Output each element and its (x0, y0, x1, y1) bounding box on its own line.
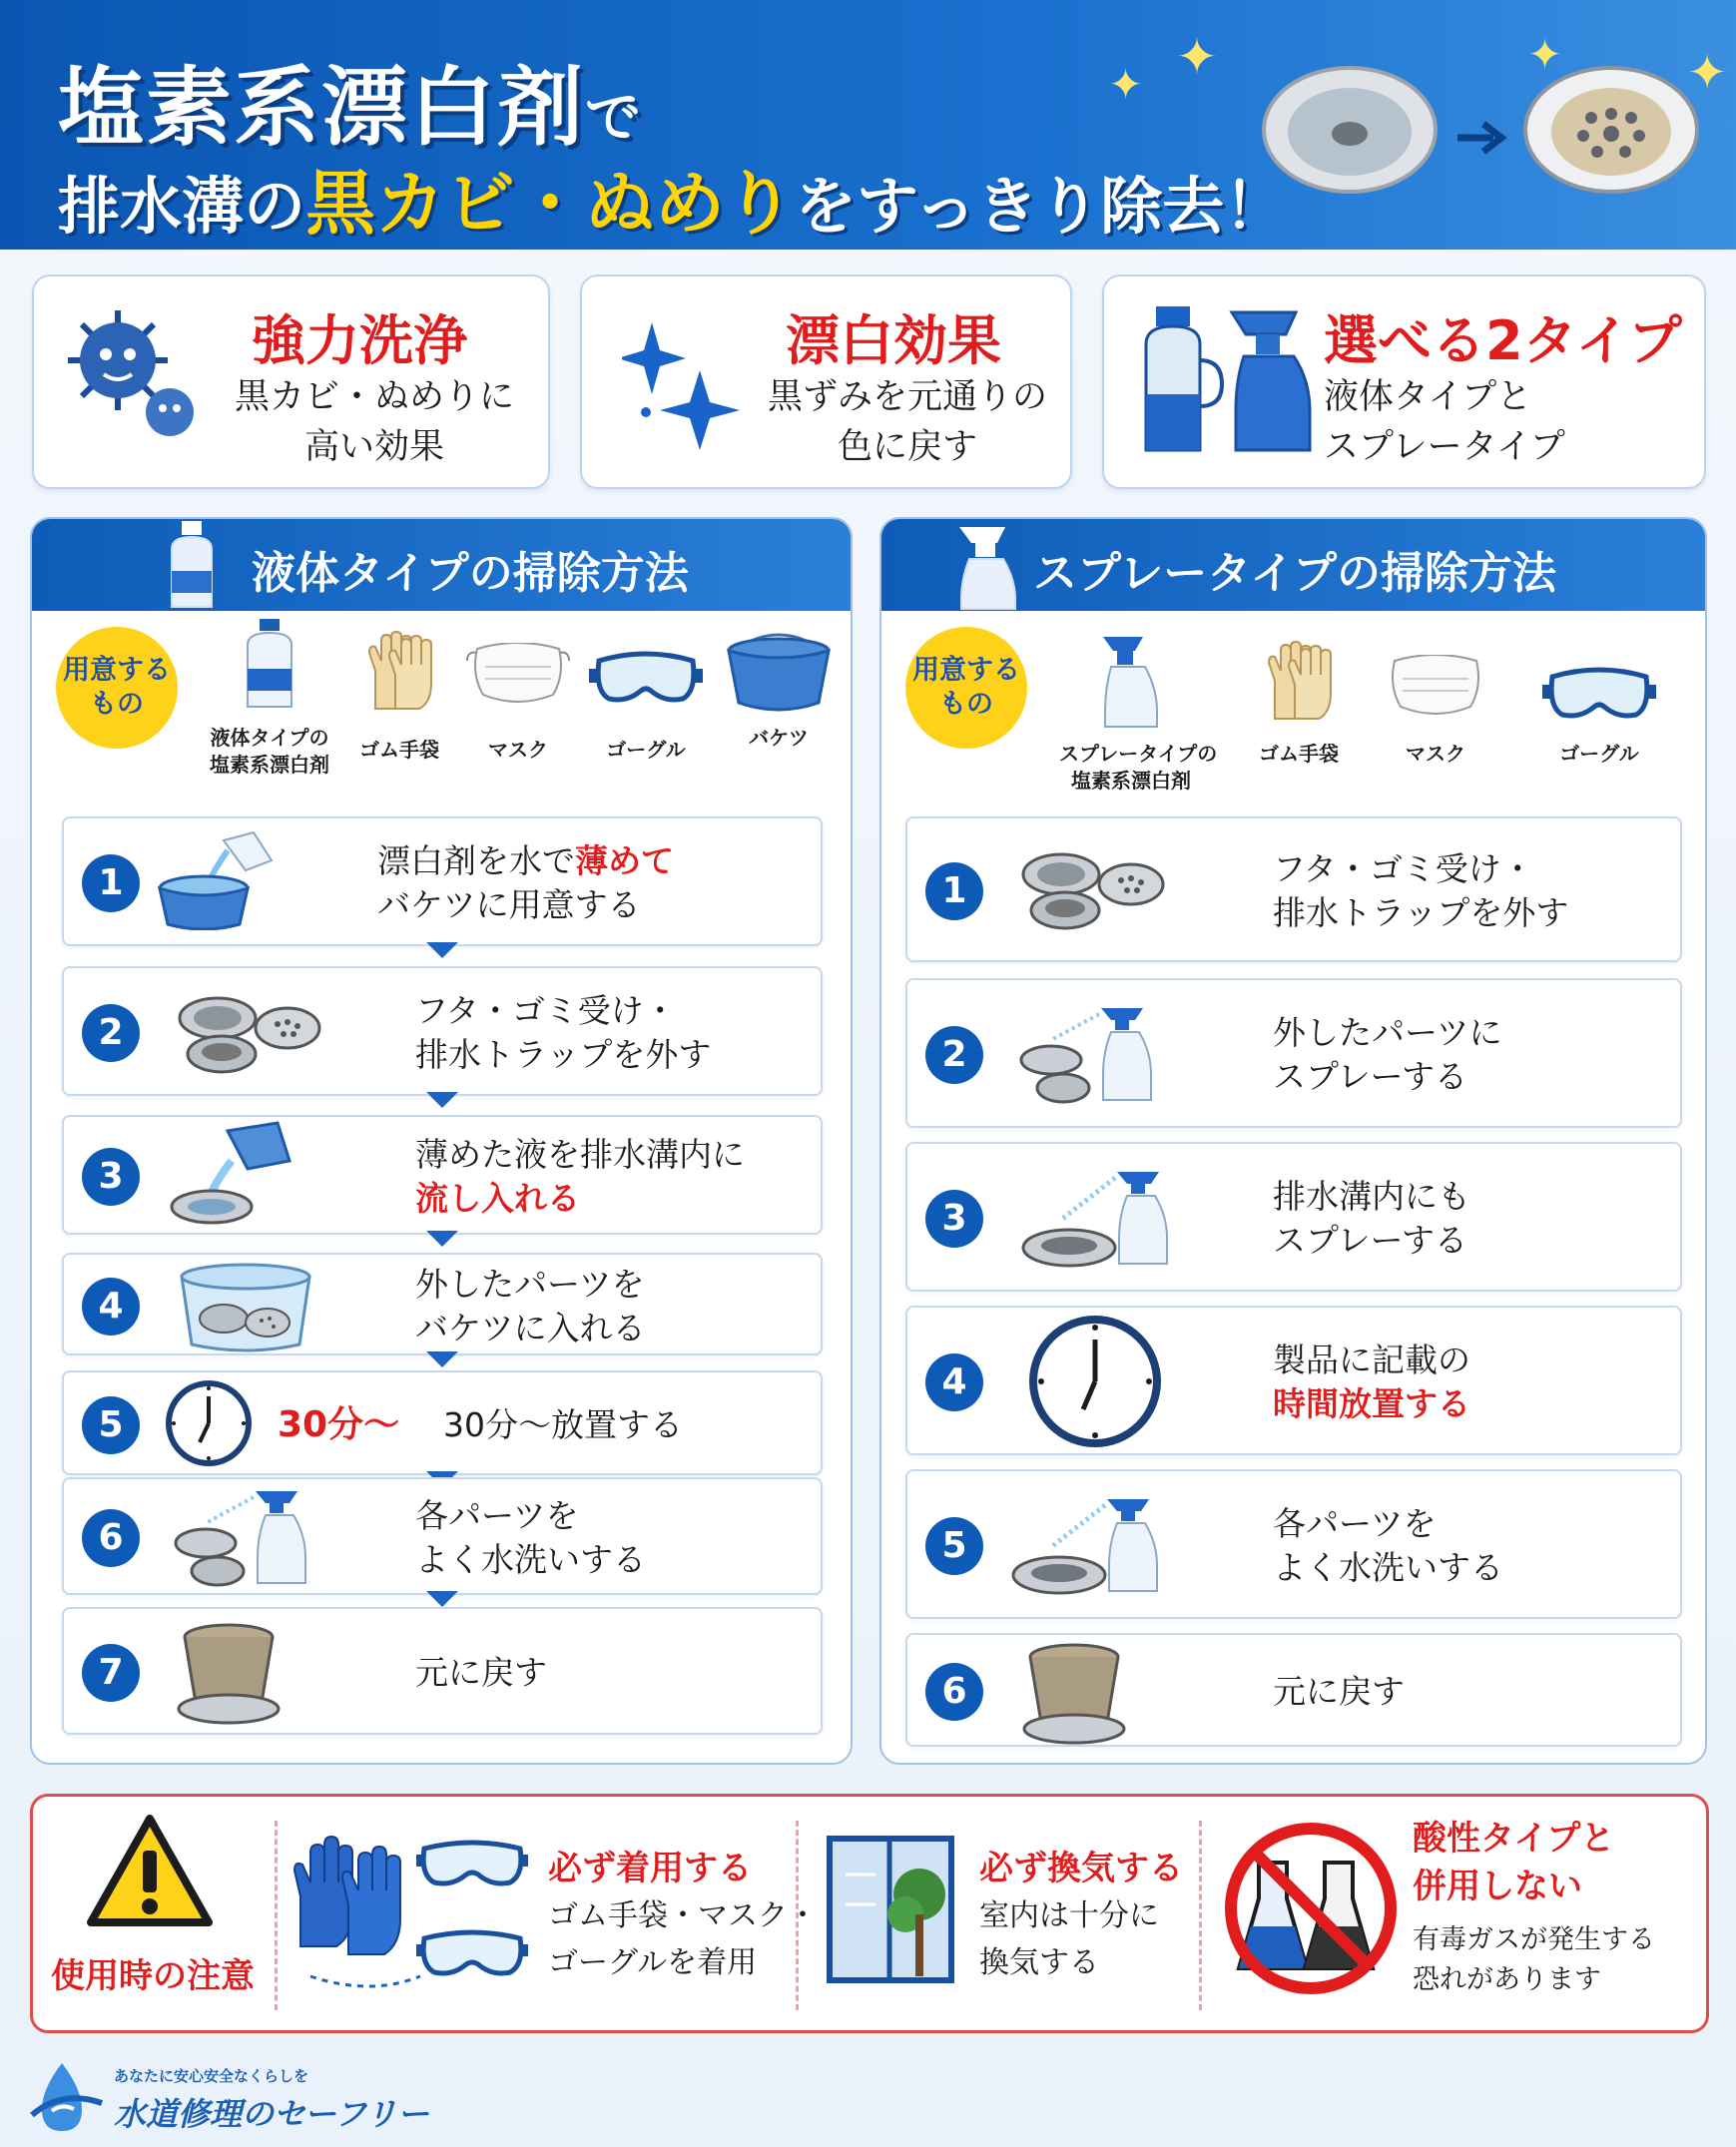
caution-text: 有毒ガスが発生する 恐れがあります (1413, 1924, 1655, 1995)
liquid-method-panel (30, 517, 853, 1765)
caution-label: 使用時の注意 (51, 1956, 255, 1996)
tool-label: バケツ (749, 726, 809, 750)
step-illustration (164, 1378, 254, 1472)
drain-trap-icon (174, 1617, 284, 1727)
main-title: 塩素系漂白剤で (58, 58, 643, 158)
step-arrow (426, 942, 458, 958)
tool-label: マスク (1406, 742, 1465, 766)
step-illustration (168, 1121, 297, 1235)
sparkle-icon: ✦ (1108, 60, 1144, 109)
step-illustration (176, 1257, 315, 1360)
step-number: 1 (925, 862, 983, 920)
feature-card-bleach-effect (580, 274, 1072, 489)
prep-badge: 用意する もの (56, 627, 178, 749)
highlight-text: 黒カビ・ぬめり (305, 163, 796, 245)
caution-box (30, 1794, 1709, 2033)
step-card (62, 1115, 823, 1235)
goggles-icon (587, 651, 705, 705)
tool-goggles (587, 651, 705, 762)
step-number: 4 (925, 1353, 983, 1411)
step-text: 外したパーツを バケツに入れる (415, 1265, 646, 1347)
caution-title: 必ず換気する (979, 1849, 1183, 1888)
step-illustration (1017, 844, 1167, 938)
feature-title: 漂白効果 (786, 309, 1001, 372)
step-text: 排水溝内にも スプレーする (1273, 1177, 1470, 1260)
tool-mask (1381, 655, 1490, 766)
sparkle-icon: ✦ (1687, 45, 1728, 101)
bottle-and-spray-icon (1136, 300, 1326, 460)
step-illustration (1017, 1164, 1177, 1278)
sparkle-icon (622, 312, 742, 452)
step-number: 7 (82, 1644, 140, 1702)
step-card (62, 816, 823, 946)
clock-icon (1027, 1314, 1163, 1449)
step-text: 製品に記載の 時間放置する (1273, 1341, 1470, 1423)
drain-parts-icon (174, 988, 323, 1078)
feature-card-two-types (1102, 274, 1706, 489)
window-ventilation-icon (826, 1835, 955, 1984)
step-arrow (426, 1231, 458, 1247)
step-number: 5 (925, 1517, 983, 1575)
tool-label: 液体タイプの 塩素系漂白剤 (210, 726, 329, 777)
step-number: 1 (82, 854, 140, 912)
step-number: 4 (82, 1278, 140, 1336)
step-card (905, 1306, 1682, 1455)
glove-icon (359, 631, 439, 711)
spray-bottle-icon (1099, 633, 1163, 729)
spray-bottle-icon (953, 519, 1023, 611)
pour-drain-icon (168, 1121, 297, 1231)
spray-parts-icon (166, 1483, 315, 1593)
step-card (62, 1477, 823, 1595)
step-text: 30分〜放置する (443, 1405, 683, 1444)
spray-parts-icon (1011, 1000, 1161, 1110)
glove-icon (1259, 641, 1339, 721)
mold-germ-icon (60, 300, 210, 450)
tool-spray-bleach (1059, 633, 1218, 793)
gloves-goggles-icon (290, 1827, 540, 2002)
duration-badge: 30分〜 (278, 1404, 400, 1445)
caution-text: 室内は十分に 換気する (979, 1898, 1159, 1980)
step-number: 3 (925, 1190, 983, 1248)
no-mixing-icon (1221, 1819, 1401, 1998)
arrow-right-icon (1455, 118, 1511, 158)
step-card (905, 1469, 1682, 1619)
step-illustration (1011, 1000, 1161, 1114)
spray-drain-icon (1017, 1164, 1177, 1274)
step-number: 5 (82, 1396, 140, 1454)
water-drop-logo-icon (22, 2059, 108, 2139)
divider (275, 1821, 278, 2010)
tool-liquid-bleach (210, 619, 329, 777)
step-arrow (426, 1092, 458, 1108)
step-illustration (174, 988, 323, 1082)
step-card (62, 1607, 823, 1735)
step-card (905, 978, 1682, 1128)
divider (1199, 1821, 1202, 2010)
divider (796, 1821, 799, 2010)
drain-parts-icon (1017, 844, 1167, 934)
bottle-icon (162, 519, 222, 611)
prep-badge: 用意する もの (905, 627, 1027, 749)
clock-icon (164, 1378, 254, 1468)
step-number: 6 (82, 1509, 140, 1567)
brand-tagline: あなたに安心安全なくらしを (114, 2067, 309, 2085)
step-card (905, 1142, 1682, 1292)
tool-rubber-gloves (1259, 641, 1339, 766)
tool-label: マスク (488, 738, 548, 762)
bucket-icon (725, 629, 833, 713)
mask-icon (1381, 655, 1490, 719)
step-number: 3 (82, 1148, 140, 1206)
tool-label: スプレータイプの 塩素系漂白剤 (1059, 742, 1218, 793)
step-text: 薄めた液を排水溝内に 流し入れる (415, 1135, 745, 1218)
sparkle-icon: ✦ (1527, 30, 1563, 79)
step-card (62, 1253, 823, 1355)
step-illustration (1007, 1491, 1167, 1605)
feature-title: 強力洗浄 (252, 309, 467, 372)
drain-trap-icon (1019, 1637, 1129, 1747)
panel-title: スプレータイプの掃除方法 (1033, 548, 1557, 599)
step-number: 2 (82, 1004, 140, 1062)
step-illustration (166, 1483, 315, 1597)
panel-title: 液体タイプの掃除方法 (252, 548, 689, 599)
tool-label: ゴム手袋 (359, 738, 439, 762)
header-banner (0, 0, 1736, 250)
panel-header (881, 519, 1705, 611)
spray-method-panel (879, 517, 1707, 1765)
step-text: 各パーツを よく水洗いする (415, 1496, 646, 1579)
tool-label: ゴム手袋 (1259, 742, 1339, 766)
step-arrow (426, 1351, 458, 1367)
step-card (62, 1370, 823, 1475)
step-card (905, 1633, 1682, 1747)
warning-icon (85, 1813, 215, 1930)
soak-parts-icon (176, 1257, 315, 1356)
step-card (905, 816, 1682, 962)
step-text: フタ・ゴミ受け・ 排水トラップを外す (1273, 849, 1569, 932)
clean-drain-icon (1521, 60, 1701, 200)
feature-description: 液体タイプと スプレータイプ (1324, 377, 1565, 467)
feature-card-strong-cleaning (32, 274, 550, 489)
feature-description: 黒ずみを元通りの 色に戻す (767, 377, 1047, 467)
caution-title: 必ず着用する (548, 1849, 752, 1888)
caution-title: 酸性タイプと 併用しない (1413, 1819, 1615, 1906)
feature-description: 黒カビ・ぬめりに 高い効果 (234, 377, 514, 467)
step-illustration (1019, 1637, 1129, 1751)
caution-text: ゴム手袋・マスク・ ゴーグルを着用 (548, 1898, 818, 1980)
tool-bucket (725, 629, 833, 750)
mask-icon (463, 643, 573, 707)
step-number: 6 (925, 1663, 983, 1721)
step-text: 漂白剤を水で薄めて バケツに用意する (377, 841, 674, 924)
subtitle: 排水溝の黒カビ・ぬめりをすっきり除去！ (58, 163, 1287, 245)
step-text: 外したパーツに スプレーする (1273, 1013, 1502, 1096)
step-number: 2 (925, 1026, 983, 1084)
feature-title: 選べる2タイプ (1324, 309, 1682, 372)
tool-rubber-gloves (359, 631, 439, 762)
step-arrow (426, 1591, 458, 1607)
dirty-drain-icon (1260, 60, 1440, 200)
step-text: フタ・ゴミ受け・ 排水トラップを外す (415, 991, 712, 1074)
step-illustration (1027, 1314, 1163, 1453)
step-text: 元に戻す (1273, 1672, 1405, 1711)
bottle-icon (242, 619, 297, 709)
step-illustration (154, 830, 284, 934)
panel-header (32, 519, 851, 611)
step-card (62, 966, 823, 1096)
brand-name: 水道修理のセーフリー (114, 2095, 429, 2133)
sparkle-icon: ✦ (1176, 28, 1218, 86)
step-text: 元に戻す (415, 1653, 547, 1692)
step-illustration (174, 1617, 284, 1731)
brand-logo (22, 2059, 429, 2139)
tool-label: ゴーグル (606, 738, 686, 762)
tool-mask (463, 643, 573, 762)
spray-drain-icon (1007, 1491, 1167, 1601)
pour-bucket-icon (154, 830, 284, 930)
goggles-icon (1540, 667, 1658, 721)
tool-label: ゴーグル (1559, 742, 1639, 766)
tool-goggles (1540, 667, 1658, 766)
step-text: 各パーツを よく水洗いする (1273, 1504, 1503, 1587)
